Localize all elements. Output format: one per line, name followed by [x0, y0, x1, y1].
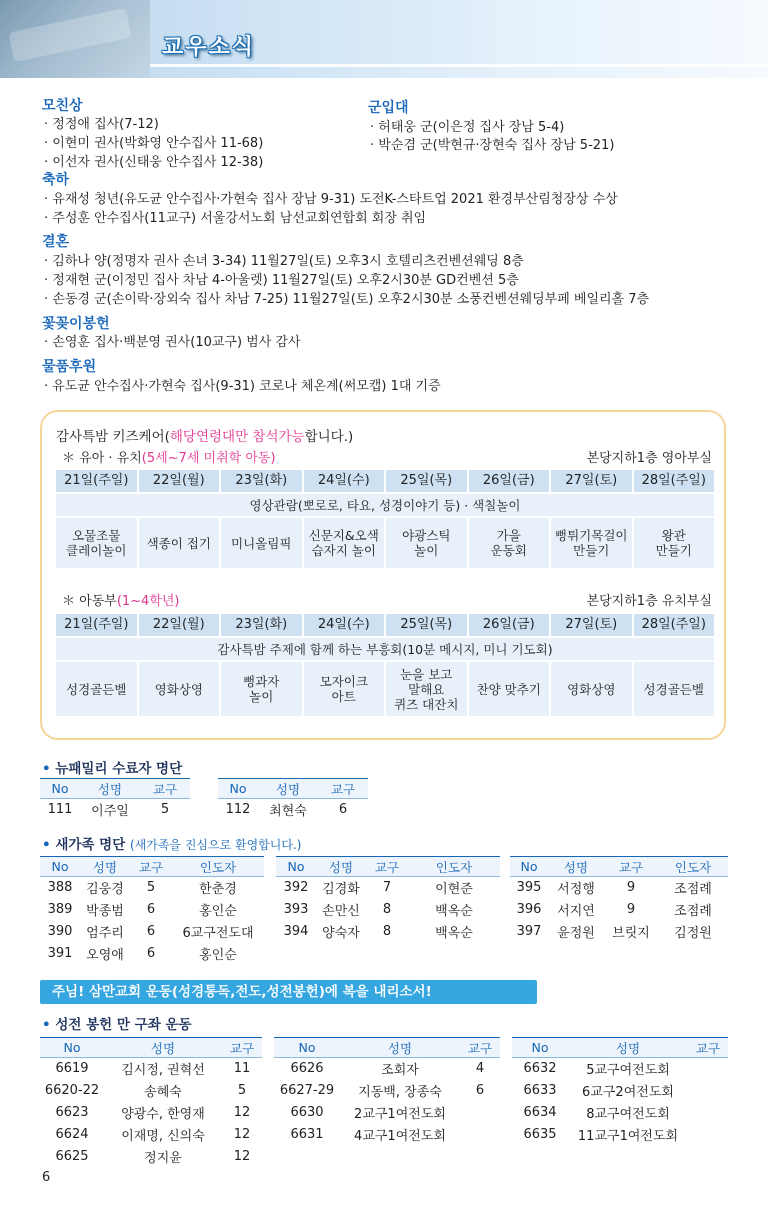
col-name: 성명	[258, 779, 318, 799]
new-members-subtitle: (새가족을 진심으로 환영합니다.)	[129, 838, 302, 852]
flower-title: 꽃꽂이봉헌	[42, 316, 110, 332]
cell-name: 이재명, 신의숙	[121, 1129, 205, 1144]
activity-cell: 찬양 맞추기	[468, 661, 551, 717]
cell-no: 389	[47, 902, 73, 917]
col-parish: 교구	[366, 857, 408, 877]
group2-days-row	[55, 613, 715, 637]
activity-cell: 영화상영	[550, 661, 633, 717]
cell-no: 6627-29	[279, 1083, 335, 1098]
table-row	[510, 877, 728, 899]
cell-name: 지동백, 장종숙	[358, 1085, 442, 1100]
cell-no: 6630	[290, 1105, 324, 1120]
cell-parish: 9	[626, 880, 636, 896]
day-cell: 25일(목)	[385, 613, 468, 637]
activity-cell: 모자이크 아트	[303, 661, 386, 717]
table-row	[40, 943, 264, 965]
col-no: No	[512, 1038, 568, 1058]
bullet-dot-icon: •	[42, 837, 56, 853]
day-cell: 21일(주일)	[55, 469, 138, 493]
table-header-row	[40, 779, 190, 799]
table-row	[40, 1058, 262, 1080]
goods-item: · 유도균 안수집사·가현숙 집사(9-31) 코로나 체온계(써모캡) 1대 기증	[44, 379, 441, 394]
table-row	[512, 1080, 728, 1102]
cell-parish: 브릿지	[612, 926, 650, 941]
cell-name: 이주일	[91, 804, 129, 820]
banner-photo	[0, 0, 150, 78]
cell-parish: 11	[233, 1061, 251, 1077]
cell-guide: 홍인순	[199, 904, 237, 919]
flower-item: · 손영훈 집사·백분영 권사(10교구) 범사 감사	[44, 335, 301, 350]
common-activity-cell: 영상관람(뽀로로, 타요, 성경이야기 등) · 색칠놀이	[55, 493, 715, 517]
activity-cell: 왕관 만들기	[633, 517, 716, 569]
table-row	[510, 899, 728, 921]
cell-guide: 백옥순	[435, 926, 473, 941]
table-header-row	[218, 779, 368, 799]
military-title: 군입대	[368, 100, 409, 116]
day-cell: 23일(화)	[220, 469, 303, 493]
cell-name: 8교구여전도회	[586, 1107, 670, 1122]
cell-no: 391	[47, 946, 73, 961]
table-row	[510, 921, 728, 943]
col-name: 성명	[316, 857, 366, 877]
activity-cell: 성경골든벨	[633, 661, 716, 717]
cell-guide: 조점례	[674, 904, 712, 919]
table-row	[512, 1102, 728, 1124]
col-name: 성명	[80, 857, 130, 877]
table-header-row	[510, 857, 728, 877]
cell-parish: 8	[382, 902, 392, 917]
table-row	[276, 921, 500, 943]
cell-guide: 6교구전도대	[182, 926, 254, 941]
kids-care-intro-highlight: 해당연령대만 참석가능	[169, 429, 305, 445]
kids-care-intro-suffix: 합니다.)	[304, 429, 354, 445]
group1-label	[62, 447, 276, 466]
cell-name: 서정행	[557, 882, 595, 898]
activity-cell: 영화상영	[138, 661, 221, 717]
group2-location: 본당지하1층 유치부실	[586, 594, 712, 609]
table-row	[40, 1102, 262, 1124]
table-header-row	[40, 1038, 262, 1058]
bullet-dot-icon: •	[42, 761, 56, 777]
common-activity-cell: 감사특밤 주제에 함께 하는 부흥회(10분 메시지, 미니 기도회)	[55, 637, 715, 661]
cell-parish: 6	[146, 924, 156, 939]
military-item: · 허태웅 군(이은정 집사 장남 5-4)	[370, 120, 565, 135]
cell-parish	[688, 1058, 728, 1080]
activity-cell: 미니올림픽	[220, 517, 303, 569]
cell-name: 엄주리	[86, 926, 124, 941]
col-no: No	[40, 1038, 104, 1058]
cell-no: 6633	[523, 1083, 557, 1098]
col-parish: 교구	[604, 857, 658, 877]
table-row	[274, 1058, 500, 1080]
congrats-item: · 주성훈 안수집사(11교구) 서울강서노회 남선교회연합회 회장 취임	[44, 211, 427, 226]
col-guide: 인도자	[658, 857, 728, 877]
cell-no: 393	[283, 902, 309, 917]
cell-name: 5교구여전도회	[586, 1063, 670, 1079]
new-members-table-1	[40, 856, 264, 965]
cell-no: 396	[516, 902, 542, 917]
cell-no: 6632	[523, 1061, 557, 1077]
cell-no: 394	[283, 924, 309, 939]
day-cell: 21일(주일)	[55, 613, 138, 637]
mourning-item: · 이현미 권사(박화영 안수집사 11-68)	[44, 136, 264, 151]
cell-parish: 8	[382, 924, 392, 939]
military-item: · 박순겸 군(박현규·장현숙 집사 장남 5-21)	[370, 138, 615, 153]
table-row	[40, 1146, 262, 1168]
cell-name: 김시정, 권혁선	[121, 1063, 205, 1079]
activity-cell: 성경골든벨	[55, 661, 138, 717]
cell-no: 6626	[290, 1061, 324, 1077]
table-row	[40, 1124, 262, 1146]
group1-activities-row	[55, 517, 715, 569]
table-row	[276, 899, 500, 921]
cell-name: 김경화	[322, 882, 360, 898]
col-parish: 교구	[688, 1038, 728, 1058]
col-guide: 인도자	[408, 857, 500, 877]
cell-no: 6624	[55, 1127, 89, 1142]
cell-parish: 6	[475, 1083, 485, 1098]
wedding-title: 결혼	[42, 234, 70, 250]
cell-no: 392	[283, 880, 309, 896]
new-members-title	[42, 833, 301, 853]
cell-parish: 12	[233, 1105, 251, 1120]
temple-offering-table-1	[40, 1037, 262, 1168]
table-row	[40, 1080, 262, 1102]
cell-no: 397	[516, 924, 542, 939]
group1-label-text: ＊ 유아 · 유치	[62, 451, 142, 466]
activity-cell: 색종이 접기	[138, 517, 221, 569]
col-parish: 교구	[130, 857, 172, 877]
cell-no: 6620-22	[44, 1083, 100, 1098]
col-no: No	[218, 779, 258, 799]
col-no: No	[40, 857, 80, 877]
group2-label	[62, 590, 180, 609]
cell-no: 390	[47, 924, 73, 939]
cell-parish: 5	[237, 1083, 247, 1098]
table-row	[276, 877, 500, 899]
col-parish: 교구	[140, 779, 190, 799]
bullet-dot-icon: •	[42, 1017, 56, 1033]
cell-guide: 백옥순	[435, 904, 473, 919]
cell-name: 정지윤	[144, 1151, 182, 1166]
cell-no: 395	[516, 880, 542, 896]
header-banner	[0, 0, 768, 78]
col-no: No	[510, 857, 548, 877]
group2-activities-row	[55, 661, 715, 717]
cell-name: 양광수, 한영재	[121, 1107, 205, 1122]
cell-parish	[688, 1080, 728, 1102]
group2-grade: (1~4학년)	[116, 594, 180, 609]
congrats-item: · 유재성 청년(유도균 안수집사·가현숙 집사 장남 9-31) 도전K-스타트업 2021 환경부산림청장상 수상	[44, 192, 618, 207]
new-members-table-3	[510, 856, 728, 943]
kids-care-intro-prefix: 감사특밤 키즈케어(	[56, 429, 170, 445]
day-cell: 28일(주일)	[633, 469, 716, 493]
cell-name: 조회자	[381, 1063, 419, 1079]
cell-guide: 김정원	[674, 926, 712, 941]
mourning-item: · 이선자 권사(신태웅 안수집사 12-38)	[44, 155, 264, 170]
cell-no: 388	[47, 880, 73, 896]
group2-common-row	[55, 637, 715, 661]
motto-banner: 주님! 삼만교회 운동(성경통독,전도,성전봉헌)에 복을 내리소서!	[40, 980, 537, 1004]
new-family-table-right	[218, 778, 368, 821]
page-title: 교우소식	[162, 35, 256, 60]
group2-label-text: ＊ 아동부	[62, 594, 117, 609]
cell-name: 서지연	[557, 904, 595, 919]
col-parish: 교구	[222, 1038, 262, 1058]
cell-name: 김웅경	[86, 882, 124, 898]
cell-parish: 12	[233, 1149, 251, 1164]
cell-name: 2교구1여전도회	[354, 1107, 446, 1122]
goods-title: 물품후원	[42, 359, 97, 375]
cell-parish: 7	[382, 880, 392, 896]
activity-cell: 뻥과자 놀이	[220, 661, 303, 717]
cell-name: 박종범	[86, 904, 124, 919]
cell-parish: 5	[146, 880, 156, 896]
day-cell: 24일(수)	[303, 613, 386, 637]
wedding-item: · 손동경 군(손이락·장외숙 집사 차남 7-25) 11월27일(토) 오후2시30분 소풍컨벤션웨딩부페 베일리홀 7층	[44, 292, 650, 307]
day-cell: 23일(화)	[220, 613, 303, 637]
col-name: 성명	[104, 1038, 222, 1058]
cell-no: 111	[47, 802, 73, 818]
table-row	[40, 799, 190, 821]
cell-name: 송혜숙	[144, 1085, 182, 1100]
group1-common-row	[55, 493, 715, 517]
cell-parish: 6	[146, 902, 156, 917]
cell-parish: 6	[338, 802, 348, 818]
wedding-item: · 김하나 양(정명자 권사 손녀 3-34) 11월27일(토) 오후3시 호텔리츠컨벤션웨딩 8층	[44, 254, 524, 269]
mourning-title: 모친상	[42, 98, 83, 114]
table-row	[274, 1124, 500, 1146]
table-row	[274, 1102, 500, 1124]
table-row	[40, 877, 264, 899]
temple-offering-title-text: 성전 봉헌 만 구좌 운동	[55, 1017, 192, 1033]
table-header-row	[274, 1038, 500, 1058]
cell-parish: 12	[233, 1127, 251, 1142]
table-header-row	[276, 857, 500, 877]
new-family-title	[42, 757, 182, 777]
page-number: 6	[42, 1170, 51, 1185]
col-parish: 교구	[318, 779, 368, 799]
table-row	[512, 1124, 728, 1146]
cell-name: 최현숙	[269, 804, 307, 820]
wedding-item: · 정재현 군(이정민 집사 차남 4-아울렛) 11월27일(토) 오후2시30분 GD컨벤션 5층	[44, 273, 519, 288]
cell-name: 윤정원	[557, 926, 595, 941]
table-row	[40, 899, 264, 921]
cell-no: 6623	[55, 1105, 89, 1120]
day-cell: 27일(토)	[550, 613, 633, 637]
mourning-item: · 정정애 집사(7-12)	[44, 117, 159, 132]
day-cell: 28일(주일)	[633, 613, 716, 637]
temple-offering-table-2	[274, 1037, 500, 1146]
cell-guide: 한춘경	[199, 882, 237, 898]
cell-no: 6625	[55, 1149, 89, 1164]
cell-name: 6교구2여전도회	[582, 1085, 674, 1100]
activity-cell: 오물조물 클레이놀이	[55, 517, 138, 569]
table-header-row	[40, 857, 264, 877]
cell-parish	[460, 1102, 500, 1124]
new-members-table-2	[276, 856, 500, 943]
group1-location: 본당지하1층 영아부실	[586, 451, 712, 466]
col-no: No	[40, 779, 80, 799]
cell-name: 양숙자	[322, 926, 360, 941]
cell-guide: 조점례	[674, 882, 712, 898]
activity-cell: 눈을 보고 말해요 퀴즈 대잔치	[385, 661, 468, 717]
group1-age: (5세~7세 미취학 아동)	[141, 451, 276, 466]
day-cell: 22일(월)	[138, 613, 221, 637]
col-name: 성명	[80, 779, 140, 799]
cell-parish: 6	[146, 946, 156, 961]
cell-parish: 5	[160, 802, 170, 818]
table-row	[40, 921, 264, 943]
new-family-table-left	[40, 778, 190, 821]
cell-name: 오영애	[86, 948, 124, 963]
temple-offering-title	[42, 1013, 192, 1033]
activity-cell: 뻥튀기목걸이 만들기	[550, 517, 633, 569]
cell-no: 6619	[55, 1061, 89, 1077]
activity-cell: 신문지&오색 습자지 놀이	[303, 517, 386, 569]
cell-name: 손만신	[322, 904, 360, 919]
cell-guide: 홍인순	[199, 948, 237, 963]
col-name: 성명	[568, 1038, 688, 1058]
cell-parish	[460, 1124, 500, 1146]
new-members-title-text: 새가족 명단	[55, 837, 126, 853]
kids-care-intro	[56, 425, 353, 445]
temple-offering-table-3	[512, 1037, 728, 1146]
table-row	[218, 799, 368, 821]
cell-no: 6631	[290, 1127, 324, 1142]
group1-schedule-table	[54, 468, 716, 570]
cell-no: 6634	[523, 1105, 557, 1120]
group2-schedule-table	[54, 612, 716, 718]
cell-no: 6635	[523, 1127, 557, 1142]
cell-parish	[688, 1124, 728, 1146]
cell-parish: 9	[626, 902, 636, 917]
banner-underline	[150, 64, 768, 67]
col-parish: 교구	[460, 1038, 500, 1058]
congrats-title: 축하	[42, 172, 70, 188]
day-cell: 26일(금)	[468, 613, 551, 637]
table-row	[274, 1080, 500, 1102]
col-name: 성명	[340, 1038, 460, 1058]
activity-cell: 야광스틱 놀이	[385, 517, 468, 569]
col-no: No	[276, 857, 316, 877]
cell-parish: 4	[475, 1061, 485, 1077]
day-cell: 22일(월)	[138, 469, 221, 493]
day-cell: 26일(금)	[468, 469, 551, 493]
col-no: No	[274, 1038, 340, 1058]
day-cell: 27일(토)	[550, 469, 633, 493]
group1-days-row	[55, 469, 715, 493]
col-guide: 인도자	[172, 857, 264, 877]
col-name: 성명	[548, 857, 604, 877]
cell-name: 11교구1여전도회	[577, 1129, 679, 1144]
cell-no: 112	[225, 802, 251, 818]
new-family-title-text: 뉴패밀리 수료자 명단	[55, 761, 183, 777]
activity-cell: 가을 운동회	[468, 517, 551, 569]
table-header-row	[512, 1038, 728, 1058]
cell-guide: 이현준	[435, 882, 473, 898]
table-row	[512, 1058, 728, 1080]
day-cell: 25일(목)	[385, 469, 468, 493]
cell-parish	[688, 1102, 728, 1124]
day-cell: 24일(수)	[303, 469, 386, 493]
cell-name: 4교구1여전도회	[354, 1129, 446, 1144]
